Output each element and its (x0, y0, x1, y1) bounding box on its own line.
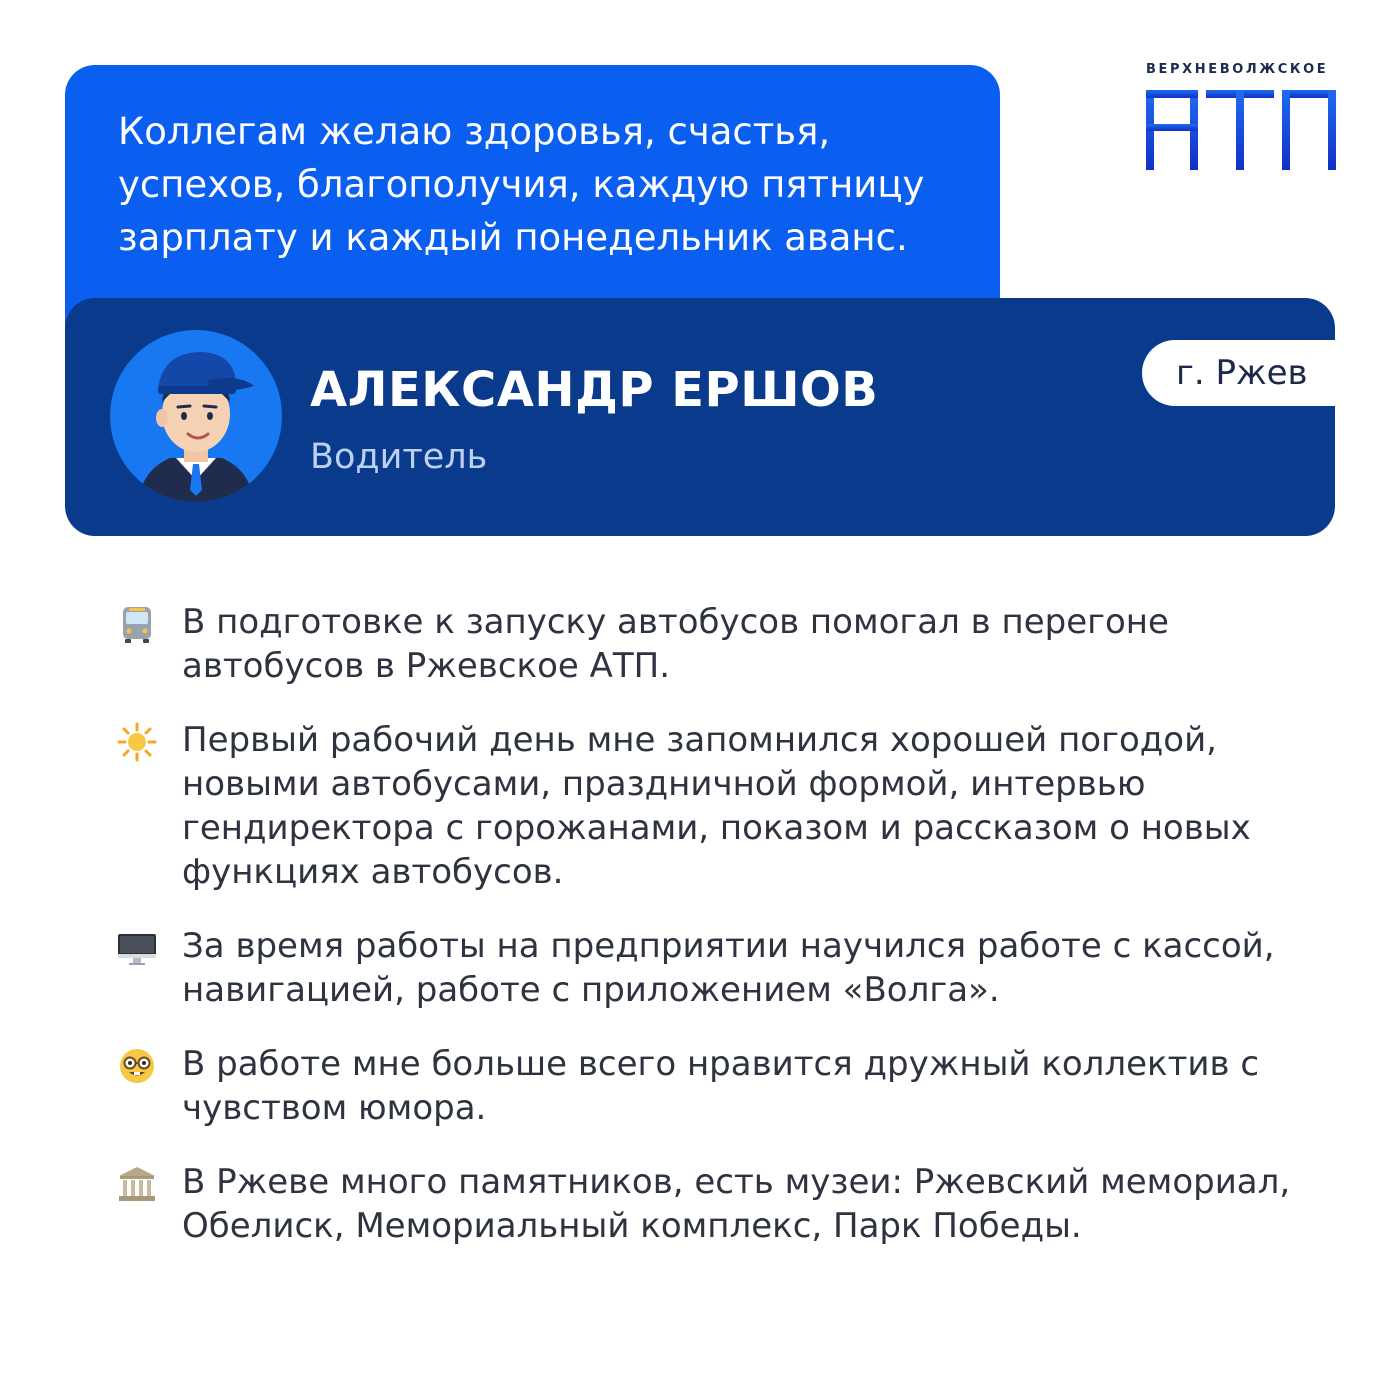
sun-icon (115, 722, 159, 766)
computer-icon (115, 928, 159, 972)
driver-avatar (110, 330, 282, 502)
facts-list (110, 600, 1340, 1278)
fact-text: В работе мне больше всего нравится дружный коллектив с чувством юмора. (182, 1044, 1260, 1128)
fact-text: В подготовке к запуску автобусов помогал в перегоне автобусов в Ржевское АТП. (182, 602, 1169, 686)
fact-text: За время работы на предприятии научился работе с кассой, навигацией, работе с приложением «Волга». (182, 926, 1275, 1010)
employee-role: Водитель (310, 437, 488, 477)
fact-text: В Ржеве много памятников, есть музеи: Ржевский мемориал, Обелиск, Мемориальный комплекс, Парк Победы. (182, 1162, 1291, 1246)
list-item (110, 1042, 1340, 1130)
quote-text: Коллегам желаю здоровья, счастья, успехов, благополучия, каждую пятницу зарплату и каждый понедельник аванс. (118, 110, 925, 259)
nerd-face-icon (115, 1046, 159, 1090)
museum-icon (115, 1164, 159, 1208)
employee-name: АЛЕКСАНДР ЕРШОВ (310, 362, 879, 418)
company-logo (1146, 62, 1336, 172)
logo-caption: ВЕРХНЕВОЛЖСКОЕ (1146, 62, 1329, 77)
list-item (110, 600, 1340, 688)
fact-text: Первый рабочий день мне запомнился хорошей погодой, новыми автобусами, праздничной формой, интервью гендиректора с горожанами, показом и рассказом о новых функциях автобусов. (182, 720, 1251, 892)
bus-icon (115, 604, 159, 648)
list-item (110, 718, 1340, 894)
list-item (110, 924, 1340, 1012)
list-item (110, 1160, 1340, 1248)
city-badge: г. Ржев (1142, 340, 1342, 406)
logo-wordmark (1146, 62, 1336, 172)
